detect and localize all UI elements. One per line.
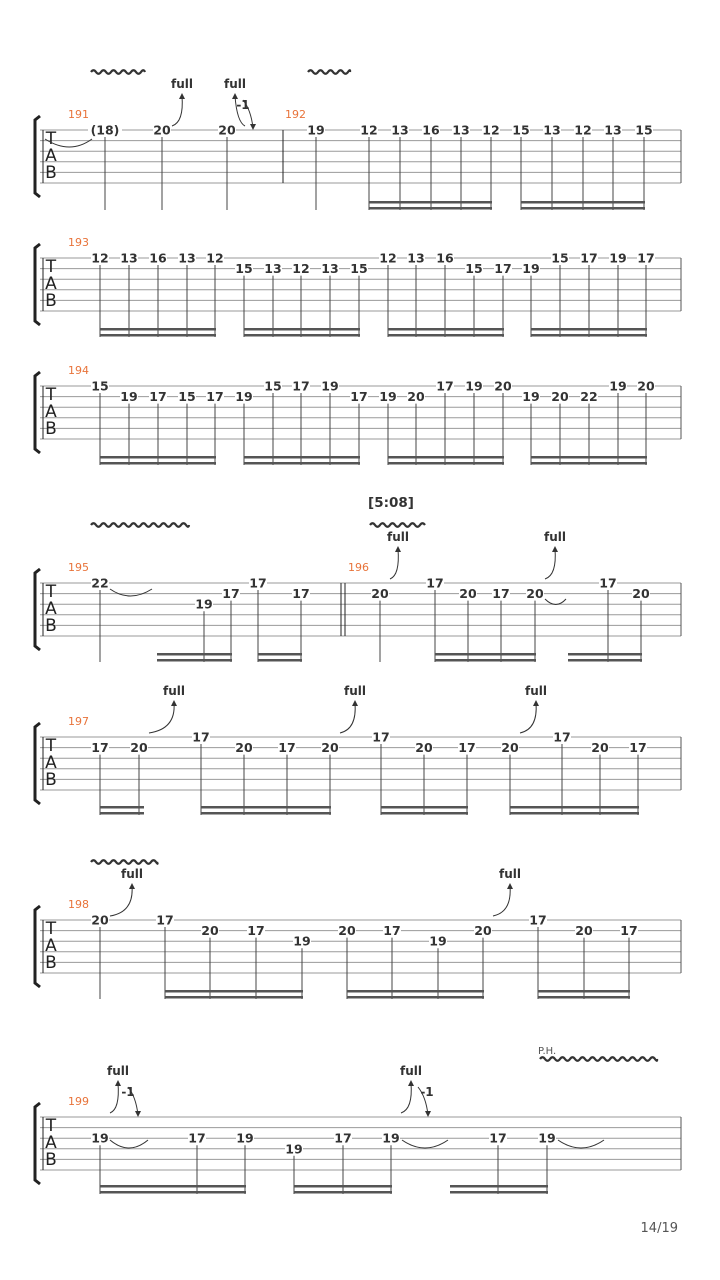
- fret-number: 17: [249, 575, 267, 591]
- fret-number: 13: [391, 122, 409, 138]
- fret-number: 19: [235, 389, 253, 405]
- measure-number: 196: [348, 561, 369, 574]
- beam: [538, 996, 630, 999]
- beam: [388, 462, 504, 465]
- fret-number: 17: [637, 250, 655, 266]
- fret-number: 15: [91, 378, 109, 394]
- fret-number: 20: [371, 586, 389, 602]
- beam: [165, 990, 303, 993]
- fret-number: 20: [130, 740, 148, 756]
- fret-number: 17: [372, 729, 390, 745]
- bend-arrowhead: [352, 700, 358, 706]
- fret-number: (18): [90, 122, 120, 138]
- fret-number: 17: [192, 729, 210, 745]
- bend-label: full: [344, 684, 366, 698]
- beam: [568, 653, 642, 656]
- fret-number: 17: [383, 923, 401, 939]
- tab-clef-t: T: [45, 919, 57, 939]
- beam: [450, 1185, 548, 1188]
- fret-number: 20: [338, 923, 356, 939]
- fret-number: 16: [436, 250, 454, 266]
- tie-arc: [558, 1140, 604, 1148]
- beam: [388, 328, 504, 331]
- tab-clef-t: T: [45, 736, 57, 756]
- bend-arrowhead: [395, 546, 401, 552]
- fret-number: 19: [91, 1130, 109, 1146]
- vibrato-mark: [91, 860, 158, 864]
- fret-number: 22: [580, 389, 598, 405]
- fret-number: 19: [195, 596, 213, 612]
- beam: [244, 462, 360, 465]
- fret-number: 17: [426, 575, 444, 591]
- beam: [100, 1185, 246, 1188]
- release-label: -1: [236, 98, 250, 112]
- fret-number: 17: [629, 740, 647, 756]
- fret-number: 17: [292, 586, 310, 602]
- tab-clef-t: T: [45, 385, 57, 405]
- system-bracket: [35, 906, 40, 987]
- fret-number: 20: [459, 586, 477, 602]
- fret-number: 15: [512, 122, 530, 138]
- fret-number: 17: [278, 740, 296, 756]
- fret-number: 15: [178, 389, 196, 405]
- fret-number: 15: [635, 122, 653, 138]
- fret-number: 17: [91, 740, 109, 756]
- system-bracket: [35, 116, 40, 197]
- tab-clef-a: A: [45, 274, 57, 294]
- section-marker: [5:08]: [368, 495, 414, 511]
- beam: [100, 462, 216, 465]
- bend-arrowhead: [129, 883, 135, 889]
- fret-number: 20: [526, 586, 544, 602]
- fret-number: 12: [574, 122, 592, 138]
- tab-clef-t: T: [45, 582, 57, 602]
- fret-number: 19: [379, 389, 397, 405]
- release-arrowhead: [250, 124, 256, 130]
- measure-number: 199: [68, 1095, 89, 1108]
- bend-curve: [172, 96, 182, 126]
- fret-number: 17: [458, 740, 476, 756]
- bend-curve: [390, 549, 398, 579]
- tie-arc: [545, 599, 566, 605]
- release-label: -1: [121, 1085, 135, 1099]
- fret-number: 20: [632, 586, 650, 602]
- system-bracket: [35, 723, 40, 804]
- bend-arrowhead: [115, 1080, 121, 1086]
- beam: [381, 812, 468, 815]
- bend-curve: [340, 703, 355, 733]
- fret-number: 13: [604, 122, 622, 138]
- bend-curve: [149, 703, 174, 733]
- fret-number: 20: [235, 740, 253, 756]
- bend-curve: [493, 886, 510, 916]
- bend-arrowhead: [408, 1080, 414, 1086]
- fret-number: 13: [452, 122, 470, 138]
- fret-number: 13: [264, 261, 282, 277]
- beam: [157, 653, 232, 656]
- bend-label: full: [400, 1064, 422, 1078]
- fret-number: 17: [292, 378, 310, 394]
- bend-label: full: [107, 1064, 129, 1078]
- fret-number: 12: [379, 250, 397, 266]
- page-number: 14/19: [640, 1221, 678, 1236]
- fret-number: 20: [494, 378, 512, 394]
- fret-number: 15: [264, 378, 282, 394]
- beam: [165, 996, 303, 999]
- fret-number: 13: [407, 250, 425, 266]
- bend-label: full: [499, 867, 521, 881]
- tab-clef-b: B: [45, 1150, 57, 1170]
- tab-clef-b: B: [45, 616, 57, 636]
- tab-clef-t: T: [45, 257, 57, 277]
- tab-system-4: [35, 495, 681, 662]
- tab-clef-t: T: [45, 1116, 57, 1136]
- tab-clef-b: B: [45, 163, 57, 183]
- beam: [201, 806, 331, 809]
- bend-curve: [520, 703, 536, 733]
- tab-system-1: [35, 77, 681, 210]
- tab-clef-b: B: [45, 953, 57, 973]
- beam: [244, 328, 360, 331]
- measure-number: 198: [68, 898, 89, 911]
- fret-number: 17: [206, 389, 224, 405]
- fret-number: 19: [609, 250, 627, 266]
- tie-arc: [402, 1140, 448, 1148]
- bend-curve: [110, 1083, 118, 1113]
- system-bracket: [35, 372, 40, 453]
- tab-system-2: [35, 236, 681, 337]
- fret-number: 20: [591, 740, 609, 756]
- fret-number: 20: [551, 389, 569, 405]
- beam: [258, 659, 302, 662]
- bend-curve: [545, 549, 555, 579]
- beam: [510, 806, 639, 809]
- beam: [100, 328, 216, 331]
- beam: [531, 334, 647, 337]
- fret-number: 19: [522, 261, 540, 277]
- beam: [294, 1185, 392, 1188]
- fret-number: 17: [436, 378, 454, 394]
- fret-number: 19: [321, 378, 339, 394]
- beam: [201, 812, 331, 815]
- fret-number: 17: [489, 1130, 507, 1146]
- beam: [294, 1191, 392, 1194]
- palm-harmonic-label: P.H.: [538, 1046, 557, 1057]
- fret-number: 20: [474, 923, 492, 939]
- measure-number: 197: [68, 715, 89, 728]
- fret-number: 12: [206, 250, 224, 266]
- beam: [531, 328, 647, 331]
- system-bracket: [35, 244, 40, 325]
- fret-number: 17: [188, 1130, 206, 1146]
- fret-number: 17: [553, 729, 571, 745]
- tab-system-5: [35, 684, 681, 815]
- bend-arrowhead: [533, 700, 539, 706]
- beam: [435, 659, 536, 662]
- bend-label: full: [544, 530, 566, 544]
- release-arrowhead: [425, 1111, 431, 1117]
- fret-number: 12: [482, 122, 500, 138]
- fret-number: 13: [321, 261, 339, 277]
- fret-number: 20: [153, 122, 171, 138]
- system-bracket: [35, 1103, 40, 1184]
- tab-clef-b: B: [45, 291, 57, 311]
- bend-arrowhead: [179, 93, 185, 99]
- beam: [388, 456, 504, 459]
- fret-number: 19: [293, 933, 311, 949]
- fret-number: 15: [235, 261, 253, 277]
- measure-number: 195: [68, 561, 89, 574]
- measure-number: 193: [68, 236, 89, 249]
- fret-number: 15: [551, 250, 569, 266]
- fret-number: 13: [120, 250, 138, 266]
- system-bracket: [35, 569, 40, 650]
- bend-label: full: [525, 684, 547, 698]
- beam: [100, 1191, 246, 1194]
- fret-number: 19: [382, 1130, 400, 1146]
- beam: [244, 456, 360, 459]
- fret-number: 17: [149, 389, 167, 405]
- fret-number: 13: [543, 122, 561, 138]
- bend-arrowhead: [552, 546, 558, 552]
- tab-clef-t: T: [45, 129, 57, 149]
- measure-number: 191: [68, 108, 89, 121]
- vibrato-mark: [91, 70, 145, 74]
- fret-number: 12: [360, 122, 378, 138]
- fret-number: 20: [407, 389, 425, 405]
- fret-number: 19: [429, 933, 447, 949]
- fret-number: 17: [580, 250, 598, 266]
- beam: [369, 201, 492, 204]
- beam: [244, 334, 360, 337]
- measure-number: 192: [285, 108, 306, 121]
- bend-label: full: [163, 684, 185, 698]
- beam: [531, 462, 647, 465]
- tab-clef-a: A: [45, 753, 57, 773]
- bend-label: full: [121, 867, 143, 881]
- beam: [369, 207, 492, 210]
- fret-number: 20: [201, 923, 219, 939]
- bend-curve: [401, 1083, 411, 1113]
- fret-number: 16: [149, 250, 167, 266]
- fret-number: 19: [285, 1141, 303, 1157]
- vibrato-mark: [91, 523, 189, 527]
- tab-system-7: [35, 1046, 681, 1194]
- bend-label: full: [387, 530, 409, 544]
- fret-number: 17: [156, 912, 174, 928]
- beam: [100, 456, 216, 459]
- fret-number: 17: [334, 1130, 352, 1146]
- beam: [258, 653, 302, 656]
- vibrato-mark: [540, 1057, 657, 1061]
- fret-number: 20: [415, 740, 433, 756]
- fret-number: 17: [247, 923, 265, 939]
- beam: [347, 990, 484, 993]
- fret-number: 19: [465, 378, 483, 394]
- bend-label: full: [224, 77, 246, 91]
- tab-clef-b: B: [45, 419, 57, 439]
- tab-clef-a: A: [45, 402, 57, 422]
- bend-curve: [110, 886, 132, 916]
- beam: [100, 334, 216, 337]
- fret-number: 13: [178, 250, 196, 266]
- fret-number: 17: [350, 389, 368, 405]
- tab-system-3: [35, 364, 681, 465]
- fret-number: 19: [307, 122, 325, 138]
- beam: [510, 812, 639, 815]
- vibrato-mark: [308, 70, 350, 74]
- fret-number: 20: [575, 923, 593, 939]
- tab-clef-a: A: [45, 599, 57, 619]
- fret-number: 12: [292, 261, 310, 277]
- release-arrowhead: [135, 1111, 141, 1117]
- bend-arrowhead: [171, 700, 177, 706]
- fret-number: 17: [494, 261, 512, 277]
- fret-number: 19: [120, 389, 138, 405]
- fret-number: 15: [465, 261, 483, 277]
- fret-number: 20: [501, 740, 519, 756]
- beam: [388, 334, 504, 337]
- tab-system-6: [35, 867, 681, 999]
- fret-number: 20: [637, 378, 655, 394]
- fret-number: 17: [492, 586, 510, 602]
- beam: [538, 990, 630, 993]
- beam: [450, 1191, 548, 1194]
- fret-number: 19: [522, 389, 540, 405]
- fret-number: 20: [91, 912, 109, 928]
- vibrato-mark: [370, 523, 425, 527]
- fret-number: 12: [91, 250, 109, 266]
- fret-number: 19: [538, 1130, 556, 1146]
- measure-number: 194: [68, 364, 89, 377]
- beam: [100, 806, 144, 809]
- fret-number: 20: [321, 740, 339, 756]
- tab-clef-b: B: [45, 770, 57, 790]
- fret-number: 17: [222, 586, 240, 602]
- fret-number: 19: [609, 378, 627, 394]
- fret-number: 17: [620, 923, 638, 939]
- fret-number: 22: [91, 575, 109, 591]
- beam: [521, 201, 645, 204]
- fret-number: 19: [236, 1130, 254, 1146]
- release-label: -1: [420, 1085, 434, 1099]
- beam: [100, 812, 144, 815]
- beam: [521, 207, 645, 210]
- tab-clef-a: A: [45, 1133, 57, 1153]
- beam: [568, 659, 642, 662]
- tie-arc: [110, 589, 152, 596]
- bend-label: full: [171, 77, 193, 91]
- fret-number: 15: [350, 261, 368, 277]
- tie-arc: [110, 1140, 148, 1148]
- beam: [157, 659, 232, 662]
- bend-arrowhead: [507, 883, 513, 889]
- beam: [347, 996, 484, 999]
- beam: [435, 653, 536, 656]
- fret-number: 17: [599, 575, 617, 591]
- beam: [531, 456, 647, 459]
- beam: [381, 806, 468, 809]
- tab-clef-a: A: [45, 146, 57, 166]
- fret-number: 17: [529, 912, 547, 928]
- tab-clef-a: A: [45, 936, 57, 956]
- fret-number: 16: [422, 122, 440, 138]
- fret-number: 20: [218, 122, 236, 138]
